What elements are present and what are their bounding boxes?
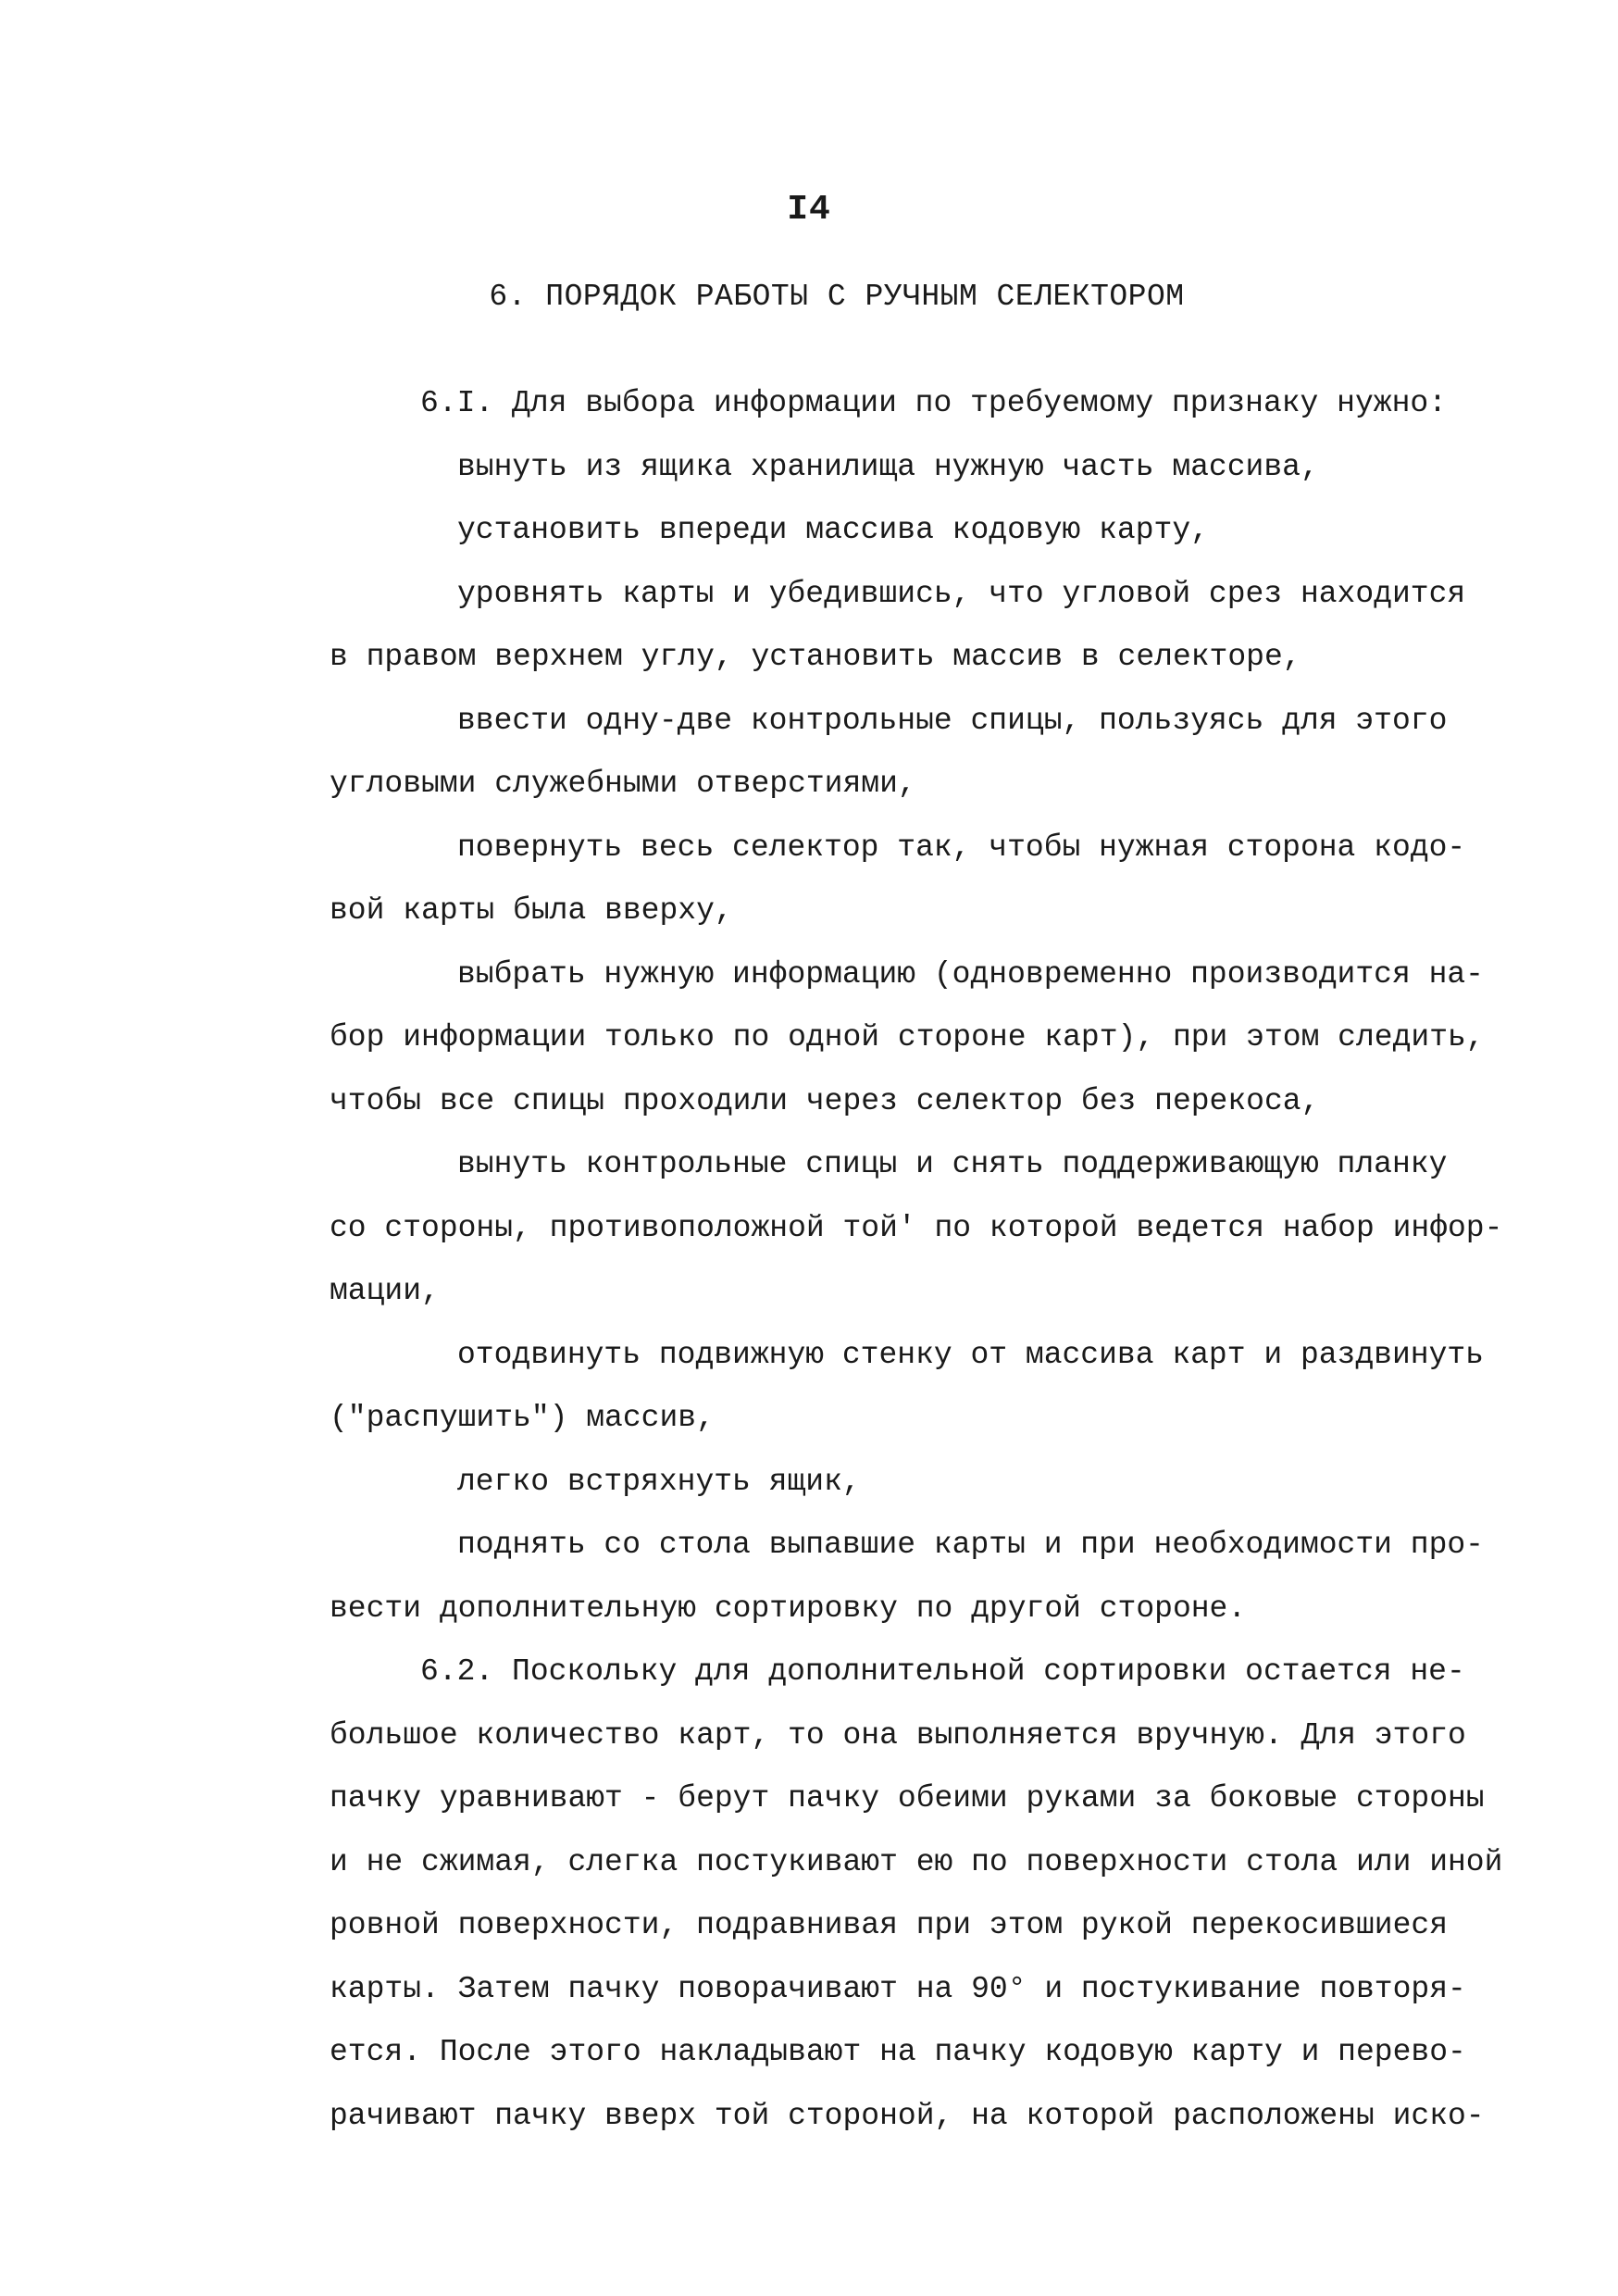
- text-line: вести дополнительную сортировку по другой стороне.: [330, 1591, 1247, 1626]
- text-line: ввести одну-две контрольные спицы, пользуясь для этого: [457, 703, 1448, 738]
- text-line: ровной поверхности, подравнивая при этом рукой перекосившиеся: [330, 1908, 1448, 1942]
- text-line: вынуть из ящика хранилища нужную часть массива,: [457, 449, 1319, 484]
- text-line: угловыми служебными отверстиями,: [330, 767, 916, 801]
- text-line: поднять со стола выпавшие карты и при необходимости про-: [457, 1528, 1484, 1562]
- text-line: повернуть весь селектор так, чтобы нужная сторона кодо-: [457, 830, 1466, 865]
- text-line: 6.2. Поскольку для дополнительной сортировки остается не-: [420, 1654, 1465, 1689]
- page-number: I4: [787, 190, 831, 230]
- text-line: легко встряхнуть ящик,: [457, 1464, 861, 1499]
- text-line: уровнять карты и убедившись, что угловой срез находится: [457, 576, 1466, 611]
- text-line: мации,: [330, 1274, 440, 1308]
- text-line: отодвинуть подвижную стенку от массива карт и раздвинуть: [457, 1337, 1484, 1372]
- text-line: и не сжимая, слегка постукивают ею по поверхности стола или иной: [330, 1844, 1503, 1879]
- section-heading: 6. ПОРЯДОК РАБОТЫ С РУЧНЫМ СЕЛЕКТОРОМ: [489, 280, 1185, 314]
- text-line: карты. Затем пачку поворачивают на 90° и постукивание повторя-: [330, 1971, 1466, 2006]
- text-line: в правом верхнем углу, установить массив в селекторе,: [330, 640, 1301, 674]
- text-line: со стороны, противоположной той' по которой ведется набор инфор-: [330, 1210, 1503, 1245]
- text-line: вынуть контрольные спицы и снять поддерживающую планку: [457, 1147, 1448, 1181]
- text-line: установить впереди массива кодовую карту,: [457, 513, 1209, 547]
- text-line: выбрать нужную информацию (одновременно производится на-: [457, 956, 1484, 992]
- body-text: [330, 372, 1505, 2148]
- text-line: вой карты была вверху,: [330, 893, 733, 928]
- text-line: пачку уравнивают - берут пачку обеими руками за боковые стороны: [330, 1781, 1485, 1816]
- text-line: большое количество карт, то она выполняется вручную. Для этого: [330, 1717, 1466, 1753]
- text-line: 6.I. Для выбора информации по требуемому признаку нужно:: [420, 386, 1447, 420]
- text-line: ется. После этого накладывают на пачку кодовую карту и перево-: [330, 2035, 1466, 2069]
- text-line: рачивают пачку вверх той стороной, на которой расположены иско-: [330, 2098, 1485, 2133]
- text-line: бор информации только по одной стороне карт), при этом следить,: [330, 1020, 1485, 1054]
- text-line: чтобы все спицы проходили через селектор без перекоса,: [330, 1083, 1320, 1118]
- text-line: ("распушить") массив,: [330, 1401, 715, 1435]
